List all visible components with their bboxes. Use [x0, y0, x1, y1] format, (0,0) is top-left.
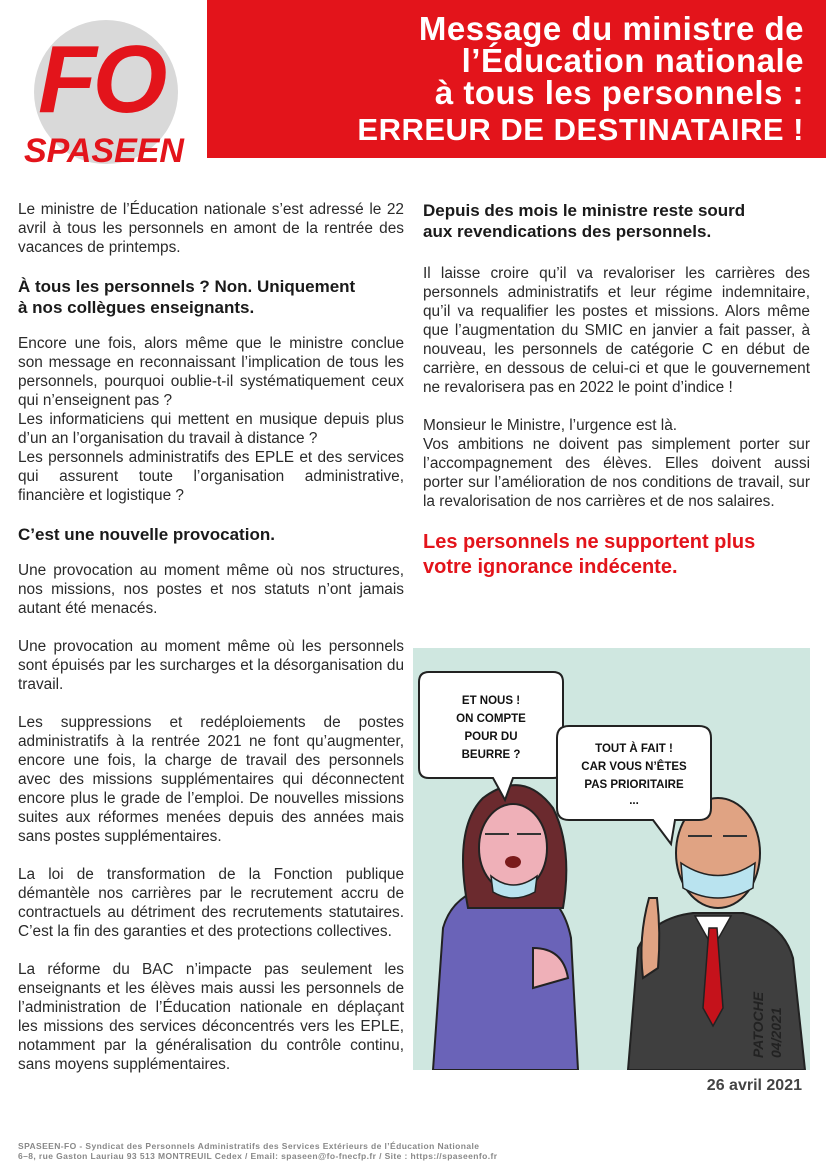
right-column [423, 200, 810, 580]
footer [18, 1141, 808, 1161]
signature-name: PATOCHE [750, 991, 766, 1058]
title-line-1: Message du ministre de [418, 10, 804, 47]
paragraph-suppressions: Les suppressions et redéploiements de postes administratifs à la rentrée 2021 ne font qu’augmenter, encore une fois, la charge de travail des personnels avec des missions supplémentaires qui déconnectent encore plus le grade de l’emploi. De nouvelles missions suites aux réformes menées depuis des années mais sans postes supplémentaires. [18, 714, 404, 845]
title-line-4: ERREUR DE DESTINATAIRE ! [357, 112, 804, 147]
bubble-right-line-2: CAR VOUS N’ÊTES [581, 761, 687, 773]
bubble-left-line-2: ON COMPTE [456, 713, 526, 725]
title-line-3: à tous les personnels : [434, 74, 804, 111]
header [0, 0, 826, 175]
paragraph-urgence: Monsieur le Ministre, l’urgence est là. Vos ambitions ne doivent pas simplement porter sur l’accompagnement des élèves. Elles doivent aussi porter sur l’amélioration de nos conditions de travail, sur la revalorisation de nos carrières et de nos salaires. [423, 417, 810, 510]
signature-date: 04/2021 [768, 1007, 784, 1058]
heading-provocation: C’est une nouvelle provocation. [18, 525, 275, 544]
heading-tous-personnels: À tous les personnels ? Non. Uniquement à nos collègues enseignants. [18, 277, 356, 317]
paragraph-oubli: Encore une fois, alors même que le ministre conclue son message en reconnaissant l’implication de tous les personnels, pourquoi oublie-t-il systématiquement ceux qui n’enseignent pas ? Les informaticiens qui mettent en musique depuis plus d’un an l’organisation du travail à distance ? Les personnels administratifs des EPLE et des services qui assurent toute l’organisation administrative, financière et logistique ? [18, 335, 404, 504]
bubble-right-line-1: TOUT À FAIT ! [595, 743, 673, 755]
footer-line-2: 6–8, rue Gaston Lauriau 93 513 MONTREUIL Cedex / Email: spaseen@fo-fnecfp.fr / Site : https://spaseenfo.fr [18, 1151, 498, 1161]
intro-paragraph: Le ministre de l’Éducation nationale s’est adressé le 22 avril à tous les personnels en amont de la rentrée des vacances de printemps. [18, 201, 404, 256]
footer-line-1: SPASEEN-FO - Syndicat des Personnels Administratifs des Services Extérieurs de l’Éducation Nationale [18, 1141, 480, 1151]
paragraph-revaloriser: Il laisse croire qu’il va revaloriser les carrières des personnels administratifs et leur régime indemnitaire, qu’il va requalifier les postes et missions. Alors même que l’augmentation du SMIC en janvier a fait passer, à nouveau, les personnels de catégorie C en début de carrière, en dessous de celui-ci et que le gouvernement ne revalorisera pas en 2022 le point d’indice ! [423, 265, 810, 396]
heading-ministre-sourd: Depuis des mois le ministre reste sourd aux revendications des personnels. [423, 201, 746, 241]
left-column [18, 200, 404, 1093]
bubble-right-line-4: ... [629, 795, 639, 807]
cartoon-illustration [413, 648, 810, 1070]
logo-fo-text: FO [38, 26, 164, 133]
paragraph-structures: Une provocation au moment même où nos structures, nos missions, nos postes et nos statuts n’ont jamais autant été menacés. [18, 562, 404, 617]
fo-logo [18, 14, 208, 164]
paragraph-loi-transformation: La loi de transformation de la Fonction publique démantèle nos carrières par le recrutement accru de contractuels au détriment des recrutements statutaires. C’est la fin des garanties et des protections collectives. [18, 866, 404, 940]
cartoon-drawing [413, 648, 810, 1070]
woman-figure [433, 785, 578, 1070]
bubble-right-line-3: PAS PRIORITAIRE [584, 779, 684, 791]
speech-bubble-left [419, 672, 563, 800]
bubble-left-line-3: POUR DU [464, 731, 518, 743]
logo-org-text: SPASEEN [24, 132, 184, 164]
document-date: 26 avril 2021 [706, 1077, 802, 1094]
bubble-left-line-1: ET NOUS ! [461, 695, 521, 707]
paragraph-reforme-bac: La réforme du BAC n’impacte pas seulement les enseignants et les élèves mais aussi les personnels de l’administration de l’Éducation nationale en déplaçant les missions des services déconcentrés vers les EPLE, notamment par la généralisation du contrôle continu, sans moyens supplémentaires. [18, 961, 404, 1073]
paragraph-epuises: Une provocation au moment même où les personnels sont épuisés par les surcharges et la désorganisation du travail. [18, 638, 404, 693]
title-banner [207, 0, 826, 158]
bubble-left-line-4: BEURRE ? [461, 749, 521, 761]
title-line-2: l’Éducation nationale [461, 42, 804, 79]
red-conclusion: Les personnels ne supportent plus votre ignorance indécente. [423, 531, 756, 578]
